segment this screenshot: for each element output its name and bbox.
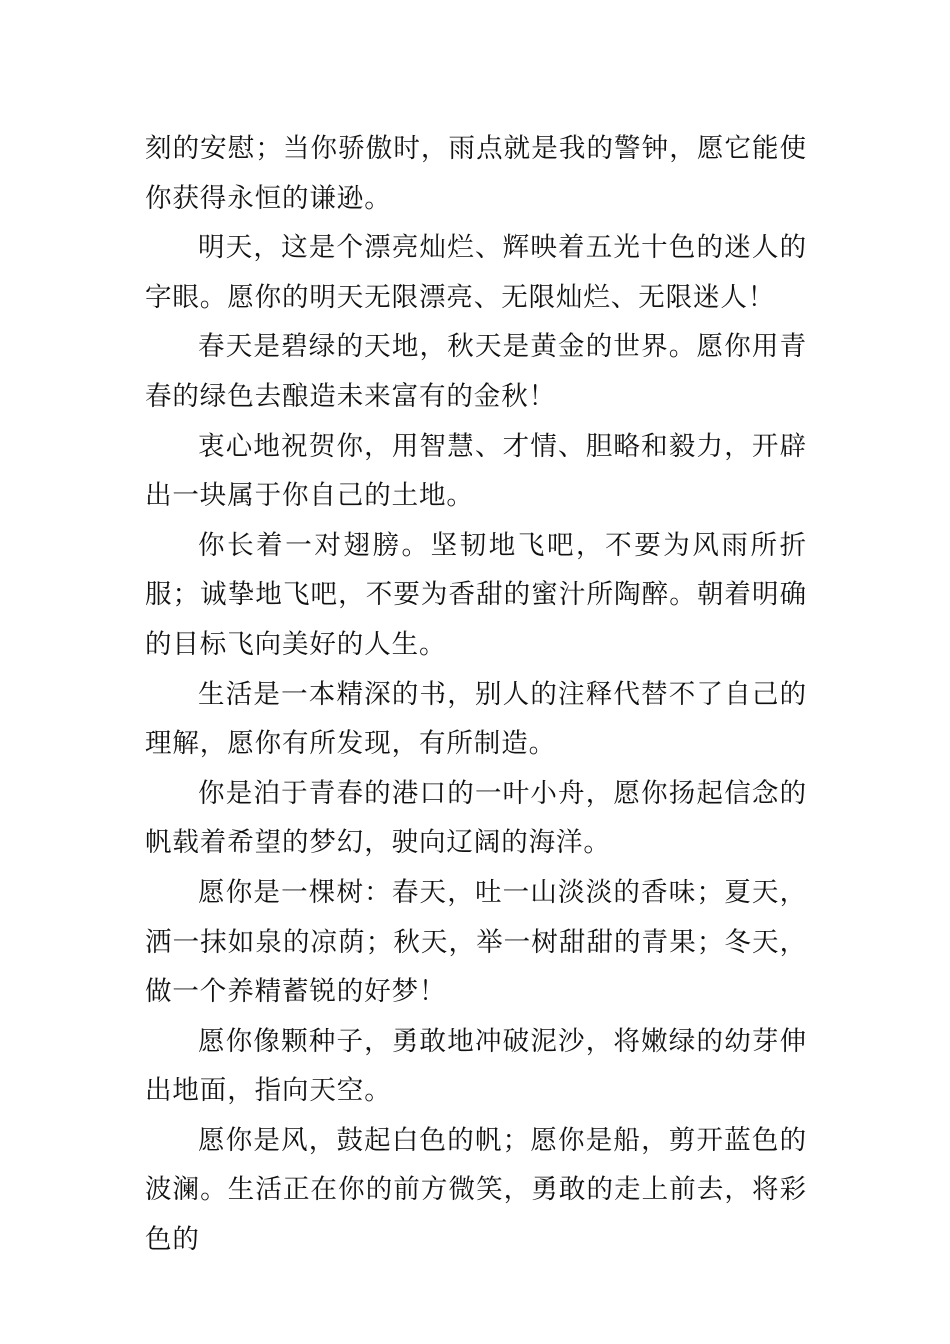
paragraph: 春天是碧绿的天地，秋天是黄金的世界。愿你用青春的绿色去酿造未来富有的金秋！ [145,331,807,412]
paragraph: 刻的安慰；当你骄傲时，雨点就是我的警钟，愿它能使你获得永恒的谦逊。 [145,133,807,214]
paragraph: 衷心地祝贺你，用智慧、才情、胆略和毅力，开辟出一块属于你自己的土地。 [145,430,807,512]
paragraph: 愿你像颗种子，勇敢地冲破泥沙，将嫩绿的幼芽伸出地面，指向天空。 [145,1025,807,1107]
paragraph: 你长着一对翅膀。坚韧地飞吧，不要为风雨所折服；诚挚地飞吧，不要为香甜的蜜汁所陶醉。朝着明确的目标飞向美好的人生。 [145,529,807,660]
paragraph: 你是泊于青春的港口的一叶小舟，愿你扬起信念的帆载着希望的梦幻，驶向辽阔的海洋。 [145,777,807,859]
paragraph: 生活是一本精深的书，别人的注释代替不了自己的理解，愿你有所发现，有所制造。 [145,678,807,760]
paragraph: 明天，这是个漂亮灿烂、辉映着五光十色的迷人的字眼。愿你的明天无限漂亮、无限灿烂、无限迷人！ [145,232,807,313]
paragraph: 愿你是风，鼓起白色的帆；愿你是船，剪开蓝色的波澜。生活正在你的前方微笑，勇敢的走上前去，将彩色的 [145,1124,807,1256]
document-body [145,124,807,1265]
paragraph: 愿你是一棵树：春天，吐一山淡淡的香味；夏天，洒一抹如泉的凉荫；秋天，举一树甜甜的青果；冬天，做一个养精蓄锐的好梦！ [145,876,807,1008]
